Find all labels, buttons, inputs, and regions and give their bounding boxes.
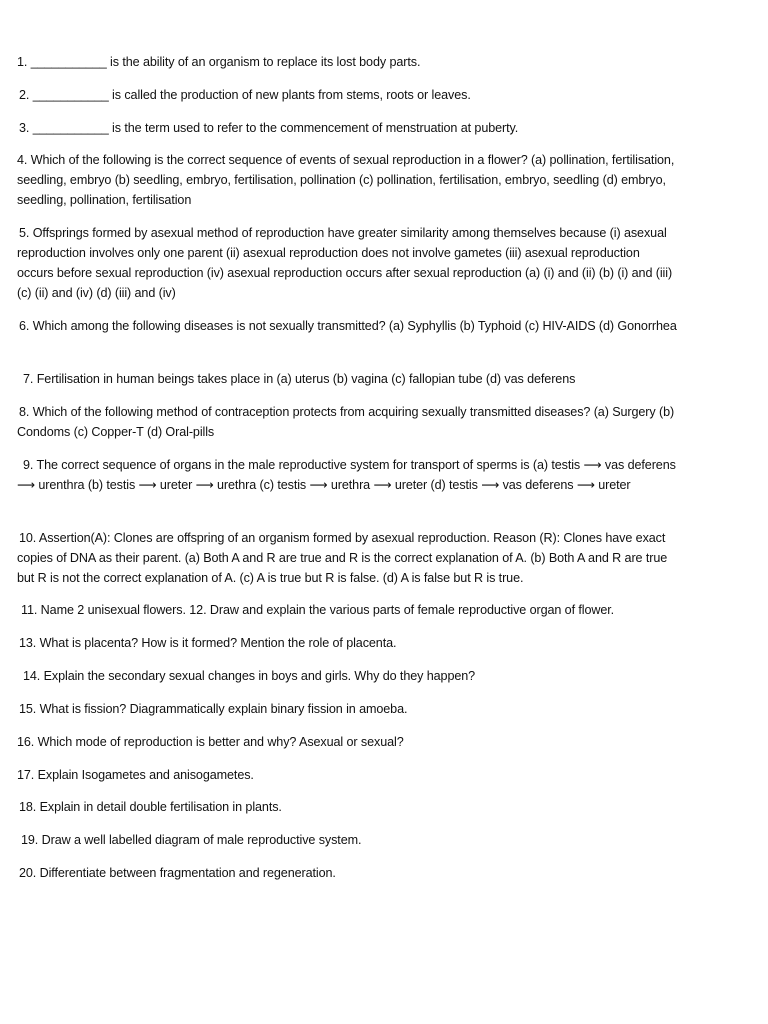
- question-2: 2. ___________ is called the production of new plants from stems, roots or leaves.: [19, 88, 471, 102]
- question-13: 13. What is placenta? How is it formed? Mention the role of placenta.: [19, 636, 397, 650]
- question-7: 7. Fertilisation in human beings takes place in (a) uterus (b) vagina (c) fallopian tube (d) vas deferens: [23, 372, 576, 386]
- question-3: 3. ___________ is the term used to refer to the commencement of menstruation at puberty.: [19, 121, 519, 135]
- question-5: 5. Offsprings formed by asexual method of reproduction have greater similarity among themselves because (i) asexual reproduction involves only one parent (ii) asexual reproduction does not involve gametes (iii) asexual reproduction occurs before sexual reproduction (iv) asexual reproduction occurs after sexual reproduction (a) (i) and (ii) (b) (i) and (iii) (c) (ii) and (iv) (d) (iii) and (iv): [17, 226, 673, 300]
- question-10: 10. Assertion(A): Clones are offspring of an organism formed by asexual reproduction. Reason (R): Clones have exact copies of DNA as their parent. (a) Both A and R are true and R is the correct explanation of A. (b) Both A and R are true but R is not the correct explanation of A. (c) A is true but R is false. (d) A is false but R is true.: [17, 531, 668, 585]
- question-18: 18. Explain in detail double fertilisation in plants.: [19, 800, 282, 814]
- question-15: 15. What is fission? Diagrammatically explain binary fission in amoeba.: [19, 702, 408, 716]
- question-17: 17. Explain Isogametes and anisogametes.: [17, 768, 254, 782]
- question-19: 19. Draw a well labelled diagram of male reproductive system.: [21, 833, 362, 847]
- question-20: 20. Differentiate between fragmentation and regeneration.: [19, 866, 336, 880]
- question-9: 9. The correct sequence of organs in the male reproductive system for transport of sperms is (a) testis ⟶ vas deferens ⟶ urenthra (b) testis ⟶ ureter ⟶ urethra (c) testis ⟶ urethra ⟶ ureter (d) testis ⟶ vas deferens ⟶ ureter: [17, 458, 676, 492]
- question-8: 8. Which of the following method of contraception protects from acquiring sexually transmitted diseases? (a) Surgery (b) Condoms (c) Copper-T (d) Oral-pills: [17, 405, 675, 439]
- question-14: 14. Explain the secondary sexual changes in boys and girls. Why do they happen?: [23, 669, 476, 683]
- question-16: 16. Which mode of reproduction is better and why? Asexual or sexual?: [17, 735, 404, 749]
- question-1: 1. ___________ is the ability of an organism to replace its lost body parts.: [17, 55, 421, 69]
- question-6: 6. Which among the following diseases is not sexually transmitted? (a) Syphyllis (b) Typhoid (c) HIV-AIDS (d) Gonorrhea: [19, 319, 677, 333]
- question-4: 4. Which of the following is the correct sequence of events of sexual reproduction in a flower? (a) pollination, fertilisation, seedling, embryo (b) seedling, embryo, fertilisation, pollination (c) pollination, fertilisation, embryo, seedling (d) embryo, seedling, pollination, fertilisation: [17, 153, 675, 207]
- question-11-12: 11. Name 2 unisexual flowers. 12. Draw and explain the various parts of female reproductive organ of flower.: [21, 603, 615, 617]
